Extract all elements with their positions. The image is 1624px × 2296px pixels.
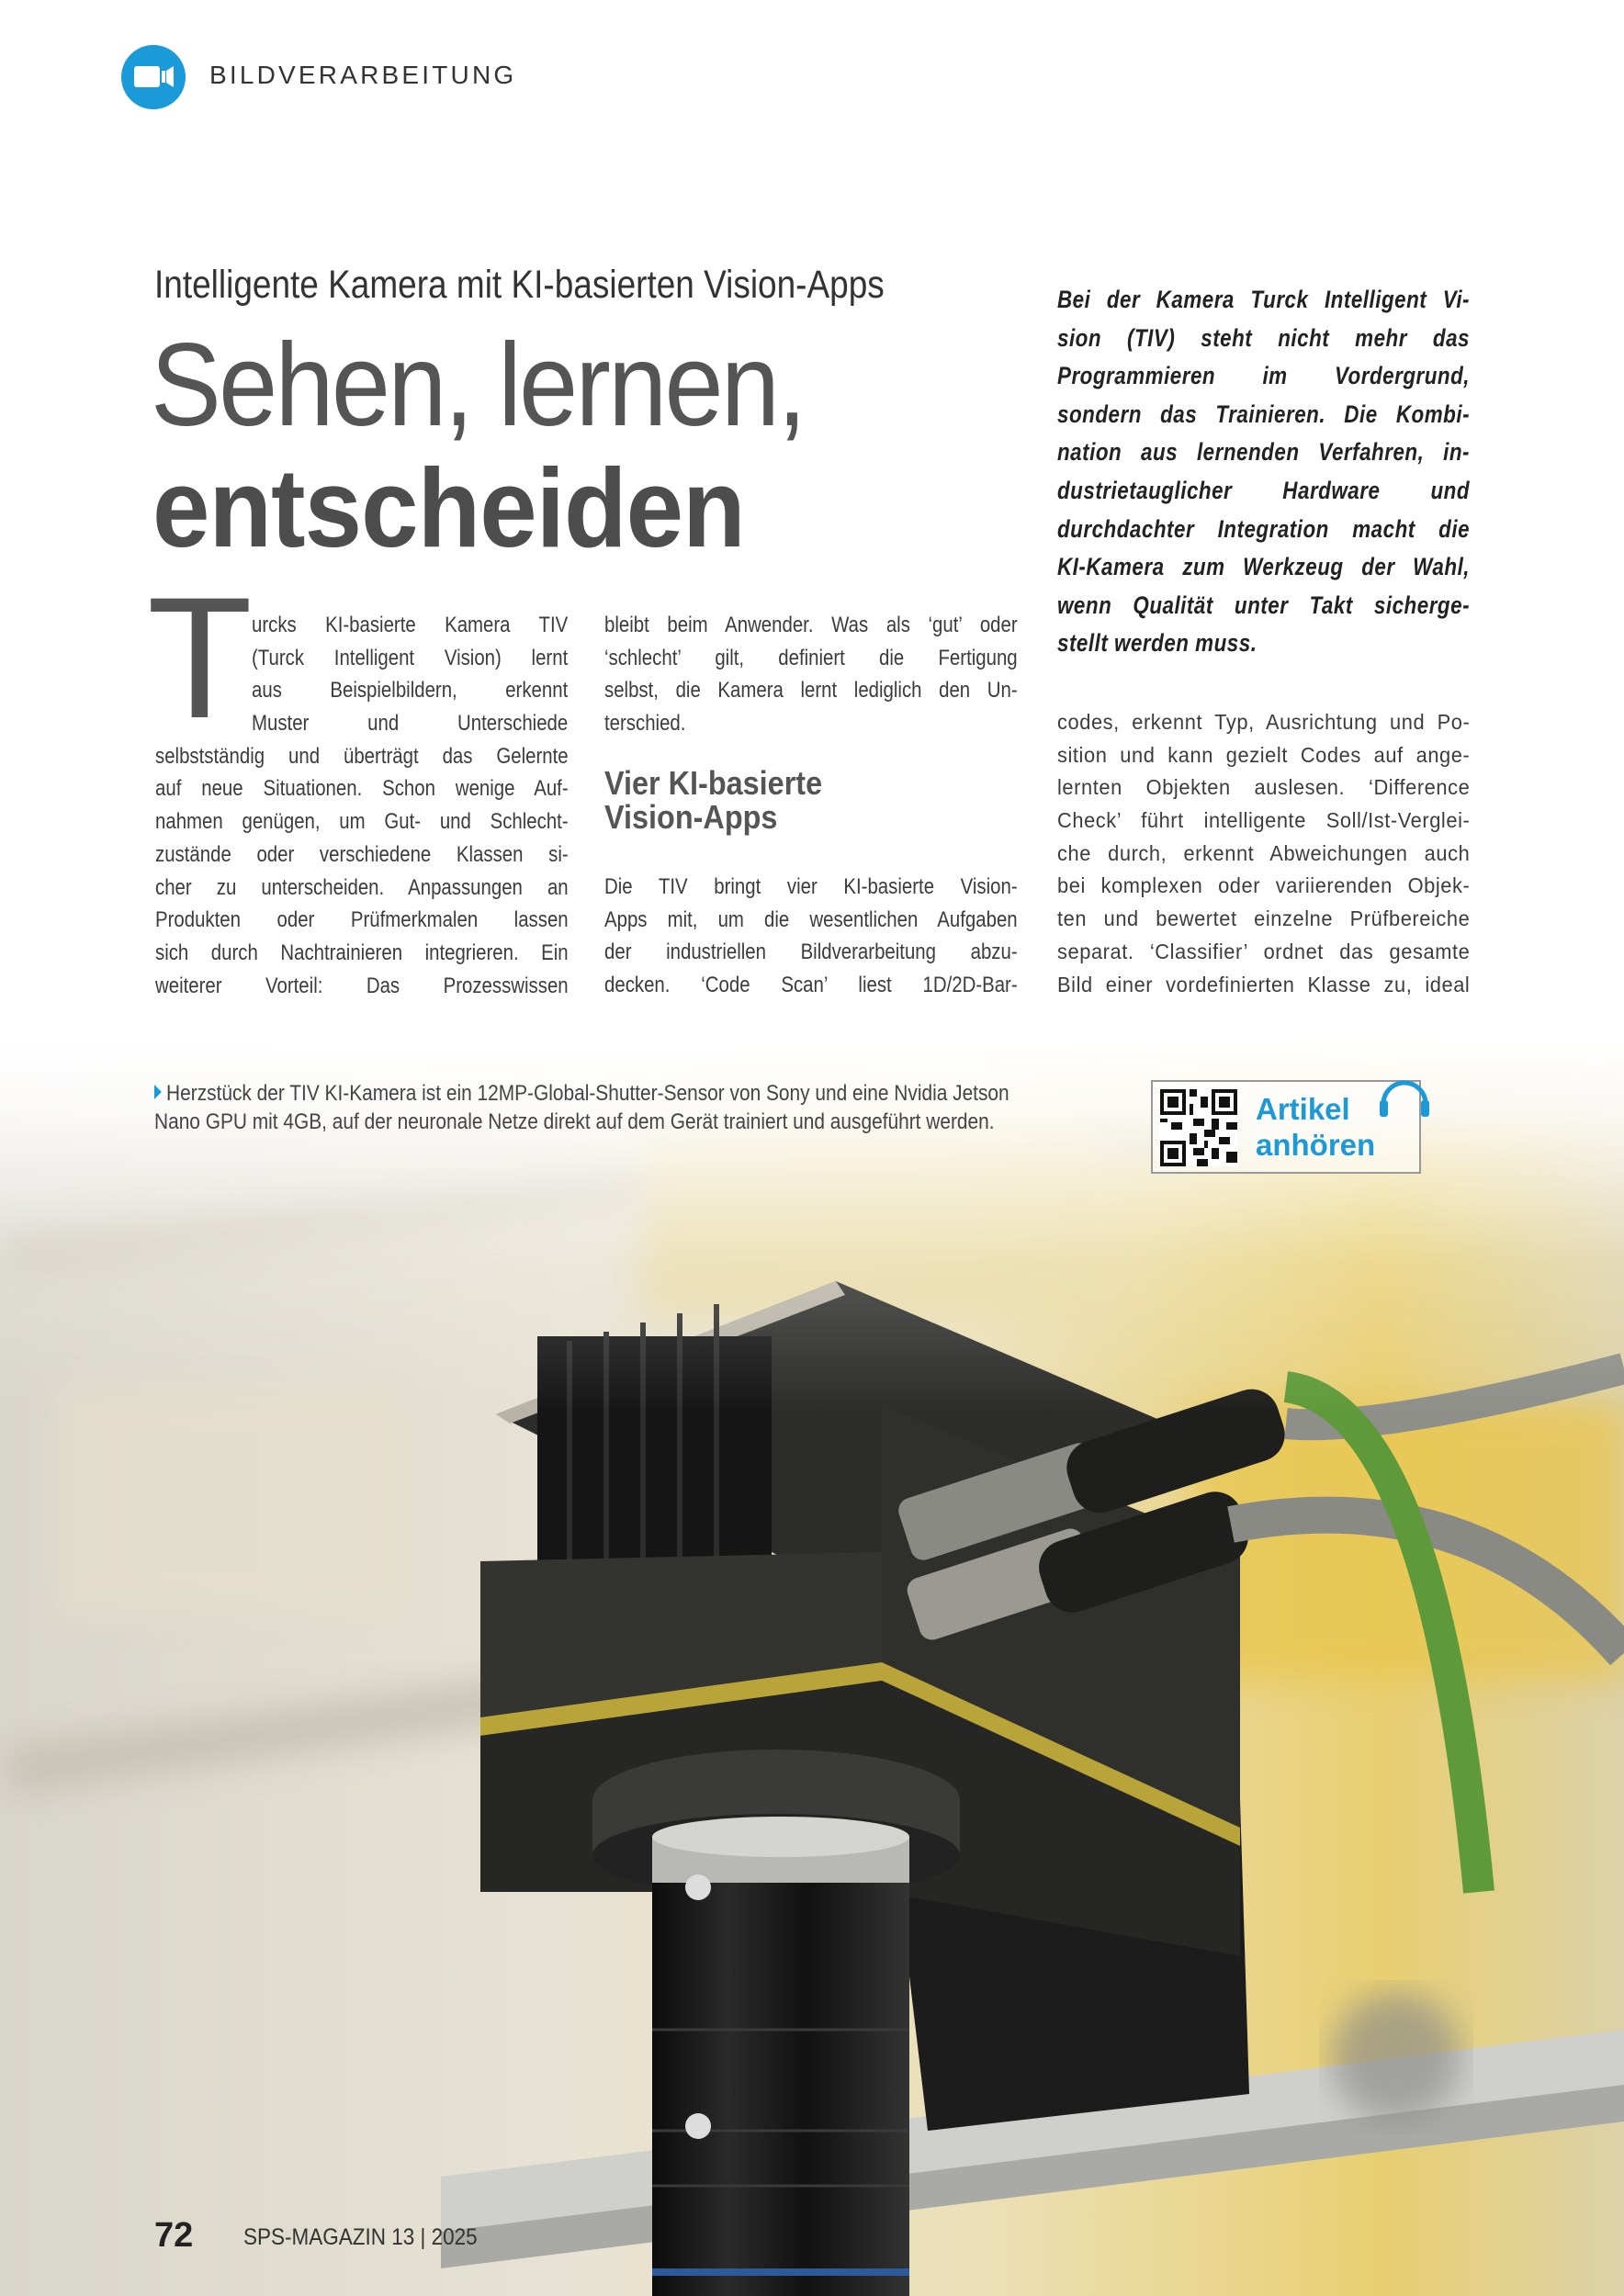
text-line: Produkten oder Prüfmerkmalen lassen (155, 907, 569, 933)
lead-paragraph (1057, 281, 1554, 663)
text-line: durchdachter Integration macht die (1057, 514, 1471, 543)
article-kicker: Intelligente Kamera mit KI-basierten Vision-Apps (154, 263, 885, 307)
text-line: decken. ‘Code Scan’ liest 1D/2D-Bar- (604, 973, 1018, 998)
text-line: codes, erkennt Typ, Ausrichtung und Po- (1057, 710, 1471, 734)
caption-arrow-icon (154, 1085, 162, 1099)
audio-label-line: anhören (1256, 1128, 1376, 1162)
text-line: lernten Objekten auslesen. ‘Difference (1057, 775, 1471, 800)
text-line: KI-Kamera zum Werkzeug der Wahl, (1057, 553, 1471, 581)
text-line: terschied. (604, 711, 686, 737)
text-line: cher zu unterscheiden. Anpassungen an (155, 874, 569, 900)
audio-label-line: Artikel (1256, 1092, 1350, 1126)
text-line: selbstständig und überträgt das Gelernte (155, 743, 569, 769)
text-line: Check’ führt intelligente Soll/Ist-Verglei- (1057, 808, 1471, 833)
caption-line: Herzstück der TIV KI-Kamera ist ein 12MP-Global-Shutter-Sensor von Sony und eine Nvidia Jetson (166, 1081, 1009, 1106)
section-subheading (604, 766, 822, 834)
headphones-icon (1372, 1067, 1437, 1131)
subheading-line: Vision-Apps (604, 798, 778, 836)
photo-caption (154, 1079, 1009, 1136)
page-number: 72 (154, 2216, 194, 2255)
text-line: Apps mit, um die wesentlichen Aufgaben (604, 906, 1018, 932)
text-line: ten und bewertet einzelne Prüfbereiche (1057, 906, 1471, 931)
subheading-line: Vier KI-basierte (604, 764, 823, 802)
text-line: urcks KI-basierte Kamera TIV (252, 613, 569, 637)
text-line: bleibt beim Anwender. Was als ‘gut’ oder (604, 613, 1018, 637)
text-line: auf neue Situationen. Schon wenige Auf- (155, 776, 569, 802)
text-line: wenn Qualität unter Takt sicherge- (1057, 591, 1471, 619)
text-line: aus Beispielbildern, erkennt (252, 678, 569, 703)
section-label: BILDVERARBEITUNG (209, 61, 517, 89)
body-column-3 (1057, 706, 1492, 1001)
body-column-2-top (604, 609, 1090, 740)
text-line: stellt werden muss. (1057, 629, 1257, 658)
magazine-issue: SPS-MAGAZIN 13 | 2025 (243, 2224, 478, 2250)
text-line: zustände oder verschiedene Klassen si- (155, 841, 569, 867)
text-line: (Turck Intelligent Vision) lernt (252, 645, 569, 670)
text-line: sion (TIV) steht nicht mehr das (1057, 323, 1471, 352)
text-line: nahmen genügen, um Gut- und Schlecht- (155, 809, 569, 835)
drop-cap: T (147, 561, 253, 754)
text-line: weiterer Vorteil: Das Prozesswissen (155, 973, 569, 998)
camera-photo (0, 1038, 1624, 2296)
text-line: Muster und Unterschiede (252, 711, 569, 737)
text-line: Bild einer vordefinierten Klasse zu, ideal (1057, 972, 1471, 996)
text-line: ‘schlecht’ gilt, definiert die Fertigung (604, 645, 1018, 670)
text-line: Programmieren im Vordergrund, (1057, 362, 1471, 390)
text-line: selbst, die Kamera lernt lediglich den Un- (604, 678, 1018, 703)
text-line: sition und kann gezielt Codes auf ange- (1057, 742, 1471, 767)
body-column-1 (155, 609, 641, 1002)
caption-line: Nano GPU mit 4GB, auf der neuronale Netze direkt auf dem Gerät trainiert und ausgeführt werden. (154, 1109, 995, 1134)
text-line: sich durch Nachtrainieren integrieren. Ein (155, 940, 569, 965)
text-line: sondern das Trainieren. Die Kombi- (1057, 400, 1471, 428)
text-line: che durch, erkennt Abweichungen auch (1057, 840, 1471, 865)
article-title-line2: entscheiden (152, 445, 745, 570)
qr-code-icon[interactable] (1160, 1089, 1237, 1166)
article-title-line1: Sehen, lernen, (151, 320, 805, 451)
video-camera-icon (121, 45, 186, 109)
listen-article-label[interactable] (1256, 1091, 1375, 1163)
text-line: dustrietauglicher Hardware und (1057, 476, 1471, 504)
text-line: Die TIV bringt vier KI-basierte Vision- (604, 874, 1018, 899)
text-line: Bei der Kamera Turck Intelligent Vi- (1057, 286, 1471, 313)
body-column-2-bottom (604, 871, 1090, 1002)
text-line: separat. ‘Classifier’ ordnet das gesamte (1057, 939, 1471, 963)
text-line: der industriellen Bildverarbeitung abzu- (604, 940, 1018, 965)
text-line: nation aus lernenden Verfahren, in- (1057, 438, 1471, 467)
text-line: bei komplexen oder variierenden Objek- (1057, 873, 1471, 898)
